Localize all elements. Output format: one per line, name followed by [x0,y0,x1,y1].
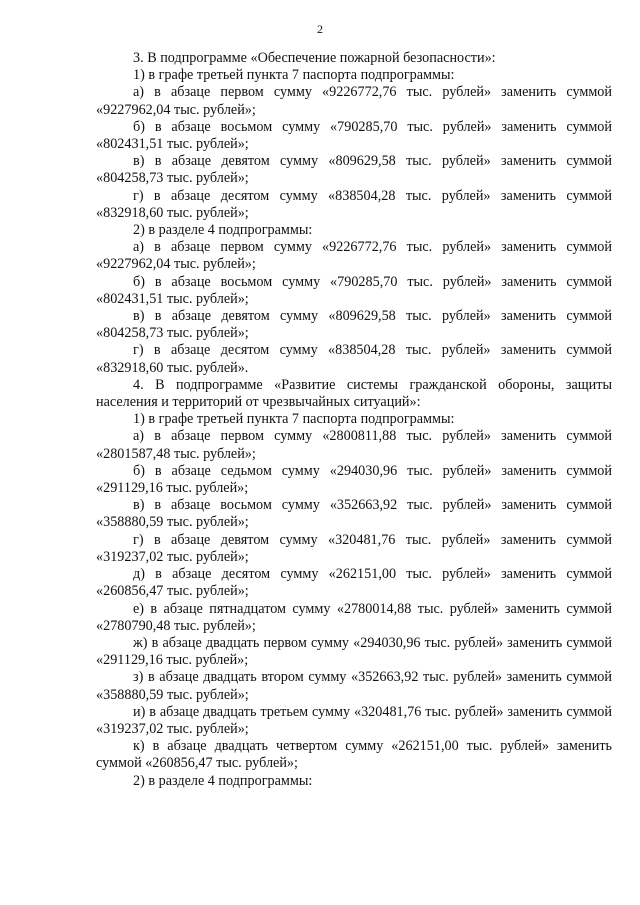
paragraph-section-3-item-1b: б) в абзаце восьмом сумму «790285,70 тыс. рублей» заменить суммой «802431,51 тыс. рублей»; [96,118,612,153]
paragraph-section-3-item-2a: а) в абзаце первом сумму «9226772,76 тыс. рублей» заменить суммой «9227962,04 тыс. рублей»; [96,239,612,273]
paragraph-section-4-item-1zh: ж) в абзаце двадцать первом сумму «294030,96 тыс. рублей» заменить суммой «291129,16 тыс. рублей»; [96,634,612,669]
paragraph-section-4-item-1i: и) в абзаце двадцать третьем сумму «320481,76 тыс. рублей» заменить суммой «319237,02 тыс. рублей»; [96,703,612,737]
paragraph-section-3-item-1g: г) в абзаце десятом сумму «838504,28 тыс. рублей» заменить суммой «832918,60 тыс. рублей»; [96,187,612,221]
paragraph-section-4-item-1g: г) в абзаце девятом сумму «320481,76 тыс. рублей» заменить суммой «319237,02 тыс. рублей»; [96,531,612,565]
paragraph-section-3-item-2g: г) в абзаце десятом сумму «838504,28 тыс. рублей» заменить суммой «832918,60 тыс. рублей». [96,342,612,376]
paragraph-section-3-item-1: 1) в графе третьей пункта 7 паспорта подпрограммы: [133,67,455,84]
paragraph-section-4-item-1v: в) в абзаце восьмом сумму «352663,92 тыс. рублей» заменить суммой «358880,59 тыс. рублей»; [96,497,612,531]
paragraph-section-4-item-1b: б) в абзаце седьмом сумму «294030,96 тыс. рублей» заменить суммой «291129,16 тыс. рублей»; [96,462,612,497]
paragraph-section-4-item-1e: е) в абзаце пятнадцатом сумму «2780014,88 тыс. рублей» заменить суммой «2780790,48 тыс. рублей»; [96,600,612,634]
paragraph-section-4-item-1d: д) в абзаце десятом сумму «262151,00 тыс. рублей» заменить суммой «260856,47 тыс. рублей»; [96,566,612,600]
paragraph-section-4-item-1z: з) в абзаце двадцать втором сумму «352663,92 тыс. рублей» заменить суммой «358880,59 тыс. рублей»; [96,669,612,703]
paragraph-section-3-item-2: 2) в разделе 4 подпрограммы: [133,222,313,239]
paragraph-section-4-heading: 4. В подпрограмме «Развитие системы гражданской обороны, защиты населения и территорий от чрезвычайных ситуаций»: [96,376,612,411]
paragraph-section-3-item-1a: а) в абзаце первом сумму «9226772,76 тыс. рублей» заменить суммой «9227962,04 тыс. рублей»; [96,84,612,118]
document-body [96,50,612,790]
paragraph-section-3-heading: 3. В подпрограмме «Обеспечение пожарной безопасности»: [133,50,496,66]
paragraph-section-4-item-2: 2) в разделе 4 подпрограммы: [133,772,313,789]
paragraph-section-3-item-2b: б) в абзаце восьмом сумму «790285,70 тыс. рублей» заменить суммой «802431,51 тыс. рублей»; [96,273,612,307]
paragraph-section-4-item-1: 1) в графе третьей пункта 7 паспорта подпрограммы: [133,411,455,428]
paragraph-section-4-item-1k: к) в абзаце двадцать четвертом сумму «262151,00 тыс. рублей» заменить суммой «260856,47 тыс. рублей»; [96,738,612,772]
paragraph-section-3-item-2v: в) в абзаце девятом сумму «809629,58 тыс. рублей» заменить суммой «804258,73 тыс. рублей»; [96,308,612,342]
paragraph-section-4-item-1a: а) в абзаце первом сумму «2800811,88 тыс. рублей» заменить суммой «2801587,48 тыс. рублей»; [96,428,612,462]
paragraph-section-3-item-1v: в) в абзаце девятом сумму «809629,58 тыс. рублей» заменить суммой «804258,73 тыс. рублей»; [96,153,612,187]
page-number: 2 [317,22,323,36]
